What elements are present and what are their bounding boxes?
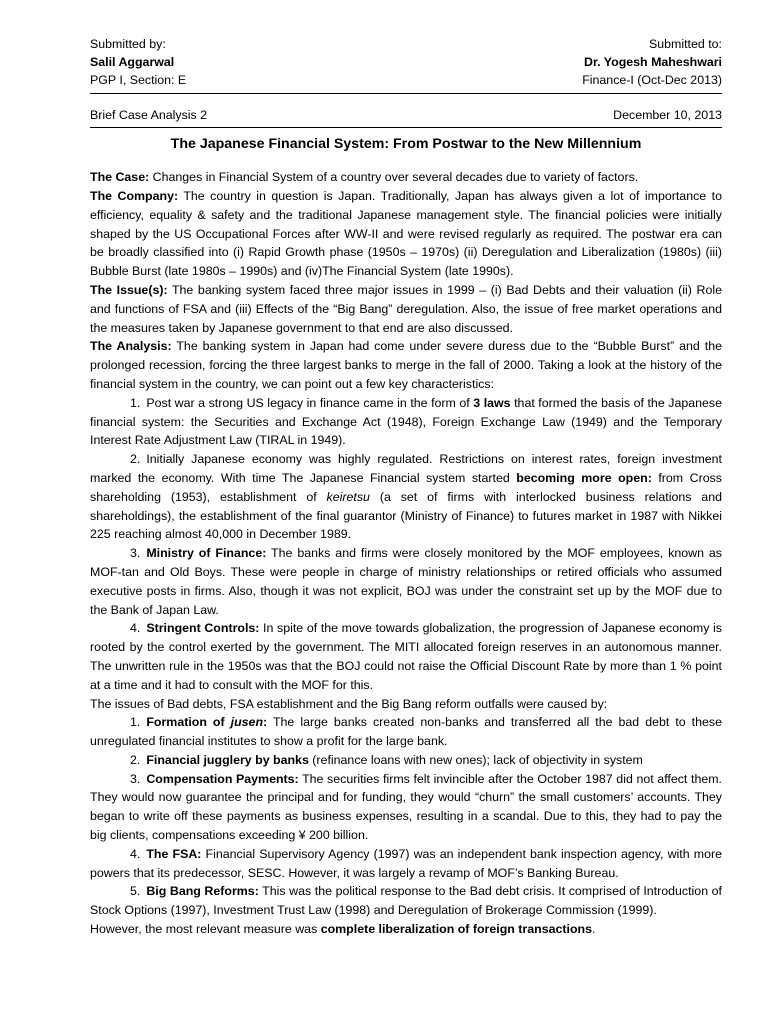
case-text: Changes in Financial System of a country over several decades due to variety of factors. [149,170,639,185]
doc-type: Brief Case Analysis 2 [90,108,208,123]
issues-paragraph [90,281,722,337]
item-number: 4. [130,621,141,636]
list-item [90,770,722,845]
item-number: 3. [130,771,141,786]
item-number: 3. [130,546,141,561]
company-label: The Company: [90,188,179,203]
item-heading: Stringent Controls: [146,621,260,636]
item-heading: The FSA: [146,846,202,861]
item-text: Financial Supervisory Agency (1997) was an independent bank inspection agency, with more powers that its predecessor, SESC. However, it was largely a revamp of MOF’s Banking Bureau. [90,846,722,880]
item-text: from Cross shareholding (1953), establishment of [90,470,722,504]
item-italic-term: keiretsu [326,489,370,504]
item-number: 2. [130,452,141,467]
item-text: The securities firms felt invincible after the October 1987 did not affect them. They would now guarantee the principal and for funding, they would “churn” the small customers’ accounts. They began to write off these payments as business expenses, resulting in a scandal. Due to this, they had to pay the big clients, compensations exceeding ¥ 200 billion. [90,771,722,843]
closing-paragraph [90,920,722,939]
case-paragraph [90,168,722,187]
course-name: Finance-I (Oct-Dec 2013) [582,72,722,87]
submitted-to-block [582,36,722,89]
analysis-label: The Analysis: [90,339,172,354]
recipient-name: Dr. Yogesh Maheshwari [584,54,722,69]
document-body [90,168,722,939]
item-heading: Ministry of Finance: [146,546,267,561]
item-text: (refinance loans with new ones); lack of objectivity in system [308,752,643,767]
company-text: The country in question is Japan. Traditionally, Japan has always given a lot of importance to efficiency, equality & safety and the traditional Japanese management style. The financial policies were initially shaped by the US Occupational Forces after WW-II and were revised regularly as required. The postwar era can be broadly classified into (i) Rapid Growth phase (1950s – 1970s) (ii) Deregulation and Liberalization (1980s) (iii) Bubble Burst (late 1980s – 1990s) and (iv)The Financial System (late 1990s). [90,188,722,279]
item-text: (a set of firms with interlocked business relations and shareholdings), the establishment of the final guarantor (Ministry of Finance) to futures market in 1987 with Nikkei 225 reaching almost 40,000 in December 1989. [90,489,722,542]
doc-info-row [90,106,722,128]
list-item [90,394,722,450]
item-text: The large banks created non-banks and transferred all the bad debt to these unregulated financial institutes to show a profit for the large bank. [90,715,722,749]
item-number: 1. [130,715,141,730]
list-item [90,713,722,751]
closing-period: . [591,922,596,937]
item-text: In spite of the move towards globalization, the progression of Japanese economy is rooted by the control exerted by the government. The MITI allocated foreign reserves in an autonomous manner. The unwritten rule in the 1950s was that the BOJ could not raise the Official Discount Rate by more than 1 % point at a time and it had to consult with the MOF for this. [90,621,722,692]
item-heading: Big Bang Reforms: [146,884,259,899]
author-name: Salil Aggarwal [90,54,175,69]
list-item [90,751,722,770]
submission-header [90,36,722,89]
item-text: The banks and firms were closely monitored by the MOF employees, known as MOF-tan and Old Boys. These were people in charge of ministry relationships or retired officials who assumed executive posts in firms. Also, though it was not explicit, BOJ was under the constraint set up by the MOF due to the Bank of Japan Law. [90,546,722,617]
item-emphasis: becoming more open: [516,470,652,485]
item-number: 5. [130,884,141,899]
issues-text: The banking system faced three major issues in 1999 – (i) Bad Debts and their valuation (ii) Role and functions of FSA and (iii) Effects of the “Big Bang” deregulation. Also, the issue of free market operations and the measures taken by Japanese government to that end are also discussed. [90,282,722,335]
item-number: 2. [130,752,141,767]
author-section: PGP I, Section: E [90,72,187,87]
company-paragraph [90,187,722,281]
page-title: The Japanese Financial System: From Postwar to the New Millennium [170,136,642,153]
list-item [90,450,722,544]
submitted-by-block [90,36,186,89]
item-number: 1. [130,395,141,410]
item-italic-term: jusen [230,715,264,730]
closing-text: However, the most relevant measure was [90,922,321,937]
doc-date: December 10, 2013 [613,108,722,123]
submitted-to-label: Submitted to: [648,37,722,51]
item-text: Initially Japanese economy was highly regulated. Restrictions on interest rates, foreign investment marked the economy. With time The Japanese Financial system started [90,452,722,485]
item-heading: Financial jugglery by banks [146,752,309,767]
header-divider [90,93,722,94]
item-heading: Compensation Payments: [146,771,299,786]
causes-intro: The issues of Bad debts, FSA establishment and the Big Bang reform outfalls were caused by: [90,696,608,711]
issues-label: The Issue(s): [90,282,168,297]
list-item [90,619,722,694]
item-text: This was the political response to the Bad debt crisis. It comprised of Introduction of Stock Options (1997), Investment Trust Law (1998) and Deregulation of Brokerage Commission (1999). [90,884,722,918]
analysis-text: The banking system in Japan had come under severe duress due to the “Bubble Burst” and the prolonged recession, forcing the three largest banks to merge in the fall of 2000. Taking a look at the history of the financial system in the country, we can point out a few key characteristics: [90,339,722,391]
list-item [90,882,722,920]
analysis-paragraph [90,337,722,393]
closing-emphasis: complete liberalization of foreign transactions [320,922,592,937]
list-item [90,544,722,619]
item-text: Post war a strong US legacy in finance came in the form of [146,395,474,410]
case-label: The Case: [90,170,150,185]
item-text: that formed the basis of the Japanese financial system: the Securities and Exchange Act (1948), Foreign Exchange Law (1949) and the Temporary Interest Rate Adjustment Law (TIRAL in 1949). [90,395,722,448]
item-number: 4. [130,846,141,861]
list-item [90,845,722,883]
submitted-by-label: Submitted by: [90,37,166,51]
item-emphasis: 3 laws [473,395,511,410]
item-heading: Formation of [146,715,231,730]
item-heading-colon: : [263,715,268,730]
